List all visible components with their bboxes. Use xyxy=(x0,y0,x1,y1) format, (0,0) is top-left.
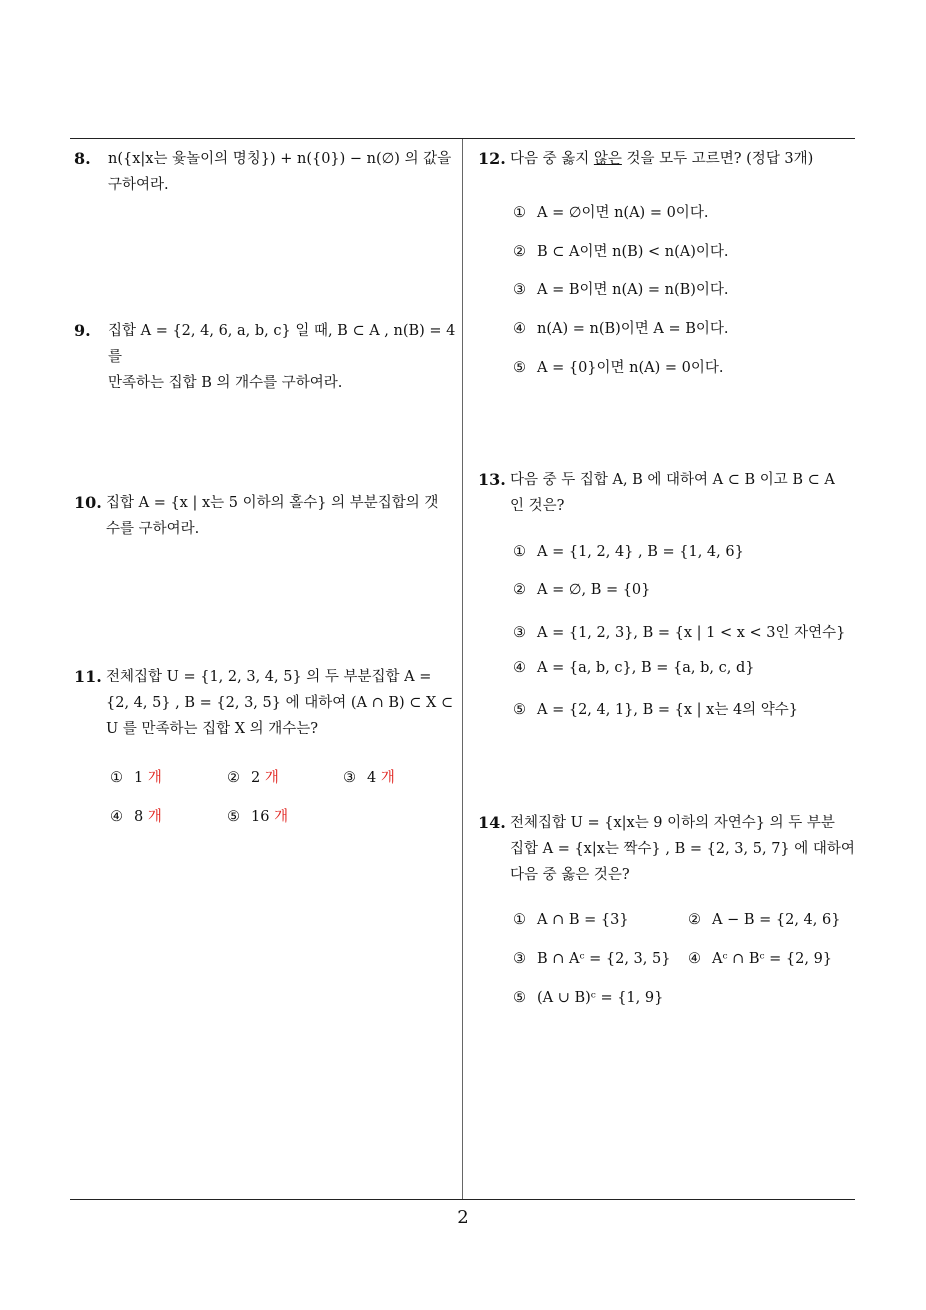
option-text: A − B = {2, 4, 6} xyxy=(712,912,841,928)
option-mark: ② xyxy=(513,244,526,260)
question-text-line xyxy=(510,146,862,172)
option-text: A = ∅이면 n(A) = 0이다. xyxy=(537,205,709,221)
question-number: 9. xyxy=(74,321,91,340)
option-text: (A ∪ B)ᶜ = {1, 9} xyxy=(537,990,664,1006)
option-text: A = {a, b, c}, B = {a, b, c, d} xyxy=(537,660,755,676)
answer-option[interactable] xyxy=(513,278,729,299)
option-unit: 개 xyxy=(147,809,162,825)
option-text: n(A) = n(B)이면 A = B이다. xyxy=(537,321,729,337)
option-text: A = {2, 4, 1}, B = {x | x는 4의 약수} xyxy=(537,702,799,718)
answer-option[interactable] xyxy=(227,805,288,826)
option-mark: ③ xyxy=(513,951,526,967)
answer-option[interactable] xyxy=(513,660,754,676)
question-text-line: 집합 A = {2, 4, 6, a, b, c} 일 때, B ⊂ A , n(B) = 4 를 xyxy=(108,323,456,365)
option-mark: ② xyxy=(513,582,526,598)
answer-option[interactable] xyxy=(513,990,663,1006)
option-text: A = ∅, B = {0} xyxy=(537,582,651,598)
option-mark: ③ xyxy=(343,770,356,786)
question-10 xyxy=(74,490,458,542)
question-number: 11. xyxy=(74,667,102,686)
option-value: 16 xyxy=(251,809,270,825)
answer-option[interactable] xyxy=(110,805,162,826)
question-9 xyxy=(74,318,458,396)
answer-option[interactable] xyxy=(513,240,729,261)
answer-option[interactable] xyxy=(688,912,840,928)
option-mark: ⑤ xyxy=(513,702,526,718)
question-8 xyxy=(74,146,458,198)
option-unit: 개 xyxy=(264,770,279,786)
option-mark: ⑤ xyxy=(513,360,526,376)
option-mark: ④ xyxy=(110,809,123,825)
question-number: 13. xyxy=(478,470,506,489)
answer-option[interactable] xyxy=(513,698,798,719)
answer-option[interactable] xyxy=(513,317,729,338)
option-value: 8 xyxy=(134,809,144,825)
option-mark: ⑤ xyxy=(513,990,526,1006)
option-text: B ⊂ A이면 n(B) < n(A)이다. xyxy=(537,244,729,260)
question-number: 8. xyxy=(74,149,91,168)
option-mark: ① xyxy=(513,544,526,560)
answer-option[interactable] xyxy=(513,621,845,642)
option-value: 2 xyxy=(251,770,261,786)
option-mark: ④ xyxy=(688,951,701,967)
answer-option[interactable] xyxy=(513,582,650,598)
stem-underlined-word: 않은 xyxy=(593,151,622,167)
question-text-line: 다음 중 옳은 것은? xyxy=(510,867,630,883)
option-unit: 개 xyxy=(274,809,289,825)
question-text-line: U 를 만족하는 집합 X 의 개수는? xyxy=(106,721,319,737)
question-text-line: {2, 4, 5} , B = {2, 3, 5} 에 대하여 (A ∩ B) ⊂ X ⊂ xyxy=(106,695,454,711)
answer-option[interactable] xyxy=(513,544,744,560)
option-text: B ∩ Aᶜ = {2, 3, 5} xyxy=(537,951,671,967)
option-mark: ④ xyxy=(513,660,526,676)
option-text: A = {1, 2, 4} , B = {1, 4, 6} xyxy=(537,544,744,560)
question-text-line: 구하여라. xyxy=(108,177,169,193)
question-text-line: 만족하는 집합 B 의 개수를 구하여라. xyxy=(108,375,343,391)
stem-text: 것을 모두 고르면? (정답 3개) xyxy=(621,151,814,167)
answer-option[interactable] xyxy=(227,766,279,787)
question-text-line: n({x|x는 윷놀이의 명칭}) + n({0}) − n(∅) 의 값을 xyxy=(108,151,452,167)
option-mark: ① xyxy=(513,205,526,221)
option-mark: ③ xyxy=(513,282,526,298)
answer-option[interactable] xyxy=(513,912,629,928)
question-text-line: 수를 구하여라. xyxy=(106,521,200,537)
option-text: Aᶜ ∩ Bᶜ = {2, 9} xyxy=(712,951,833,967)
option-value: 1 xyxy=(134,770,144,786)
question-text-line: 다음 중 두 집합 A, B 에 대하여 A ⊂ B 이고 B ⊂ A xyxy=(510,472,835,488)
answer-option[interactable] xyxy=(513,356,723,377)
option-mark: ⑤ xyxy=(227,809,240,825)
answer-option[interactable] xyxy=(110,766,162,787)
question-13 xyxy=(478,467,862,519)
bottom-rule xyxy=(70,1199,855,1200)
option-value: 4 xyxy=(367,770,377,786)
question-14 xyxy=(478,810,862,888)
answer-option[interactable] xyxy=(688,951,832,967)
question-number: 10. xyxy=(74,493,102,512)
question-text-line: 인 것은? xyxy=(510,498,565,514)
answer-option[interactable] xyxy=(343,766,395,787)
page-number: 2 xyxy=(457,1207,469,1228)
question-12 xyxy=(478,146,862,172)
answer-option[interactable] xyxy=(513,201,708,222)
question-text-line: 집합 A = {x | x는 5 이하의 홀수} 의 부분집합의 갯 xyxy=(106,495,439,511)
option-mark: ② xyxy=(227,770,240,786)
question-text-line: 집합 A = {x|x는 짝수} , B = {2, 3, 5, 7} 에 대하여 xyxy=(510,841,855,857)
question-text-line: 전체집합 U = {1, 2, 3, 4, 5} 의 두 부분집합 A = xyxy=(106,669,432,685)
question-11 xyxy=(74,664,458,742)
option-mark: ③ xyxy=(513,625,526,641)
option-mark: ① xyxy=(110,770,123,786)
stem-text: 다음 중 옳지 xyxy=(510,151,594,167)
option-text: A ∩ B = {3} xyxy=(537,912,629,928)
option-unit: 개 xyxy=(380,770,395,786)
question-text-line: 전체집합 U = {x|x는 9 이하의 자연수} 의 두 부분 xyxy=(510,815,835,831)
option-text: A = {0}이면 n(A) = 0이다. xyxy=(537,360,724,376)
option-text: A = B이면 n(A) = n(B)이다. xyxy=(537,282,729,298)
question-number: 14. xyxy=(478,813,506,832)
option-text: A = {1, 2, 3}, B = {x | 1 < x < 3인 자연수} xyxy=(537,625,846,641)
question-number: 12. xyxy=(478,149,506,168)
answer-option[interactable] xyxy=(513,951,670,967)
option-unit: 개 xyxy=(147,770,162,786)
column-divider xyxy=(462,139,463,1199)
option-mark: ① xyxy=(513,912,526,928)
option-mark: ④ xyxy=(513,321,526,337)
option-mark: ② xyxy=(688,912,701,928)
